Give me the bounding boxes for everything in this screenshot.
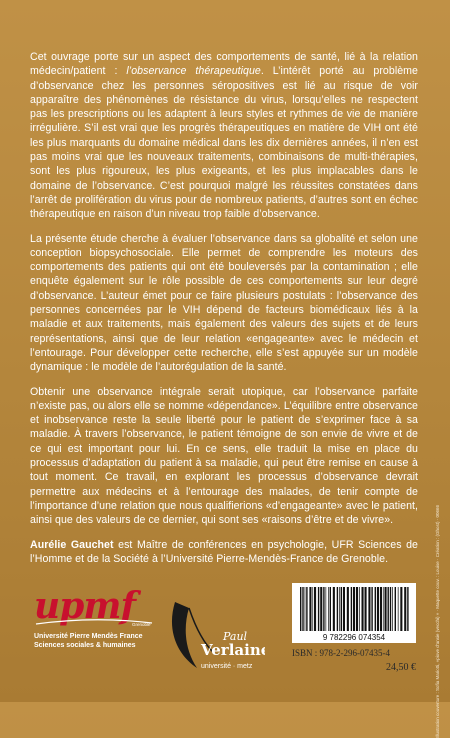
barcode-bars <box>292 583 416 643</box>
verlaine-subtitle: université · metz <box>201 663 253 670</box>
barcode-bar <box>356 587 358 631</box>
barcode-bar <box>320 587 322 631</box>
barcode-bar <box>314 587 316 631</box>
barcode-bar <box>305 587 306 631</box>
barcode-bar <box>351 587 352 631</box>
barcode-bar <box>375 587 376 631</box>
paragraph-3: Obtenir une observance intégrale serait utopique, car l’observance parfaite n’existe pas, ou alors elle se nomme «dépendance». L’équilibre entre observance et inobservance reste la seule liberté pour le patient de s’exprimer face à sa maladie. À travers l’observance, le patient témoigne de son envie de vivre et de ce qui est important pour lui. En ce sens, elle traduit la mise en place du processus d’adaptation du patient à sa maladie, qui peut être remise en cause à tout moment. Ce travail, en explorant les processus d’observance devrait permettre aux médecins et à l’entourage des malades, de tenir compte de l’importance d’une relation que nous qualifierions «d’engageante» avec le patient, ainsi que des valeurs de ce dernier, qui sont ses «raisons d’être et de vivre». <box>30 385 418 527</box>
author-bio <box>30 538 418 567</box>
barcode-bar <box>377 587 379 631</box>
barcode-bar <box>407 587 408 631</box>
barcode-bar <box>388 587 389 631</box>
barcode-bar <box>341 587 342 631</box>
verlaine-paul: Paul <box>223 630 248 643</box>
barcode-bar <box>385 587 387 631</box>
barcode <box>292 583 416 643</box>
barcode-bar <box>368 587 370 631</box>
barcode-bar <box>339 587 340 631</box>
price: 24,50 € <box>386 662 416 673</box>
barcode-bar <box>326 587 327 631</box>
barcode-bar <box>328 587 329 631</box>
paragraph-2: La présente étude cherche à évaluer l’observance dans sa globalité et selon une conception biopsychosociale. Elle permet de comprendre les moteurs des comportements des patients qui ont été bouleversés par la contamination ; elle enquête également sur le rôle possible de ces comportements sur leur degré d’observance. L’auteur émet pour ce faire plusieurs postulats : l’observance des personnes concernées par le VIH dépend de facteurs biomédicaux liés à la maladie et aux traitements, mais également des valeurs des sujets et de leurs représentations, ainsi que de leur relation «engageante» avec le médecin et l’entourage. Pour développer cette recherche, elle s’est appuyée sur un modèle dynamique : le modèle de l’autorégulation de la santé. <box>30 232 418 374</box>
verlaine-logo <box>155 598 265 678</box>
paragraph-1-part-b: . L’intérêt porté au problème d’observance chez les personnes séropositives est lié au risque de voir apparaître des phénomènes de résistance du virus, lorsqu’elles ne respectent pas les prescriptions ou les adaptent à leurs styles et rythmes de vie de manière irrégulière. S’il est vrai que les progrès thérapeutiques en matière de VIH ont été les plus marquants du domaine médical dans les dix dernières années, il n’en est pas moins vrai que les nouveaux traitements, combinaisons de multi-thérapies, sont les plus rigoureux, les plus exigeants, et les plus implacables dans le domaine de l’observance. C’est pourquoi malgré les réussites constatées dans l’arrêt de prolifération du virus pour de nombreux patients, d’autres sont en échec thérapeutique en raison d’un niveau trop faible d’observance. <box>30 65 418 221</box>
paragraph-1 <box>30 50 418 222</box>
barcode-bar <box>309 587 311 631</box>
barcode-bar <box>318 587 319 631</box>
barcode-bar <box>337 587 338 631</box>
barcode-bar <box>333 587 335 631</box>
barcode-bar <box>383 587 384 631</box>
barcode-bar <box>353 587 355 631</box>
author-bio-text: est Maître de conférences en psychologie, UFR Sciences de l’Homme et de la Société à l’Université Pierre-Mendès-France de Grenoble. <box>30 538 418 565</box>
barcode-bar <box>362 587 364 631</box>
paragraph-1-part-a: Cet ouvrage porte sur un aspect des comportements de santé, lié à la relation médecin/patient : <box>30 51 418 78</box>
barcode-bar <box>400 587 402 631</box>
paragraph-1-emphasis: l’observance thérapeutique <box>126 65 261 78</box>
cover-credits: Illustration couverture : Sofia Mariotti, «piove d’ansie (vecchi) » · Maquette couv. : Louise · Création : (Ghost) · 00666 <box>435 505 440 738</box>
barcode-bar <box>390 587 391 631</box>
barcode-bar <box>365 587 367 631</box>
barcode-bar <box>398 587 399 631</box>
barcode-bar <box>395 587 396 631</box>
isbn: ISBN : 978-2-296-07435-4 <box>292 648 390 658</box>
barcode-bar <box>380 587 382 631</box>
upmf-line-1: Université Pierre Mendès France <box>34 633 143 640</box>
author-name: Aurélie Gauchet <box>30 538 114 551</box>
barcode-bar <box>306 587 307 631</box>
barcode-digits: 9 782296 074354 <box>322 633 386 642</box>
barcode-bar <box>359 587 360 631</box>
barcode-bar <box>343 587 345 631</box>
upmf-line-2: Sciences sociales & humaines <box>34 642 136 649</box>
barcode-bar <box>347 587 349 631</box>
barcode-bar <box>404 587 406 631</box>
verlaine-name: Verlaine <box>201 641 265 659</box>
barcode-bar <box>312 587 313 631</box>
barcode-bar <box>323 587 324 631</box>
upmf-wordmark: upmf <box>34 585 135 627</box>
barcode-bar <box>392 587 393 631</box>
barcode-bar <box>371 587 372 631</box>
verlaine-quill-icon <box>155 598 265 678</box>
barcode-bar <box>302 587 303 631</box>
barcode-bar <box>330 587 331 631</box>
upmf-city: Grenoble <box>132 622 151 627</box>
back-cover-text <box>30 50 418 576</box>
barcode-bar <box>300 587 301 631</box>
